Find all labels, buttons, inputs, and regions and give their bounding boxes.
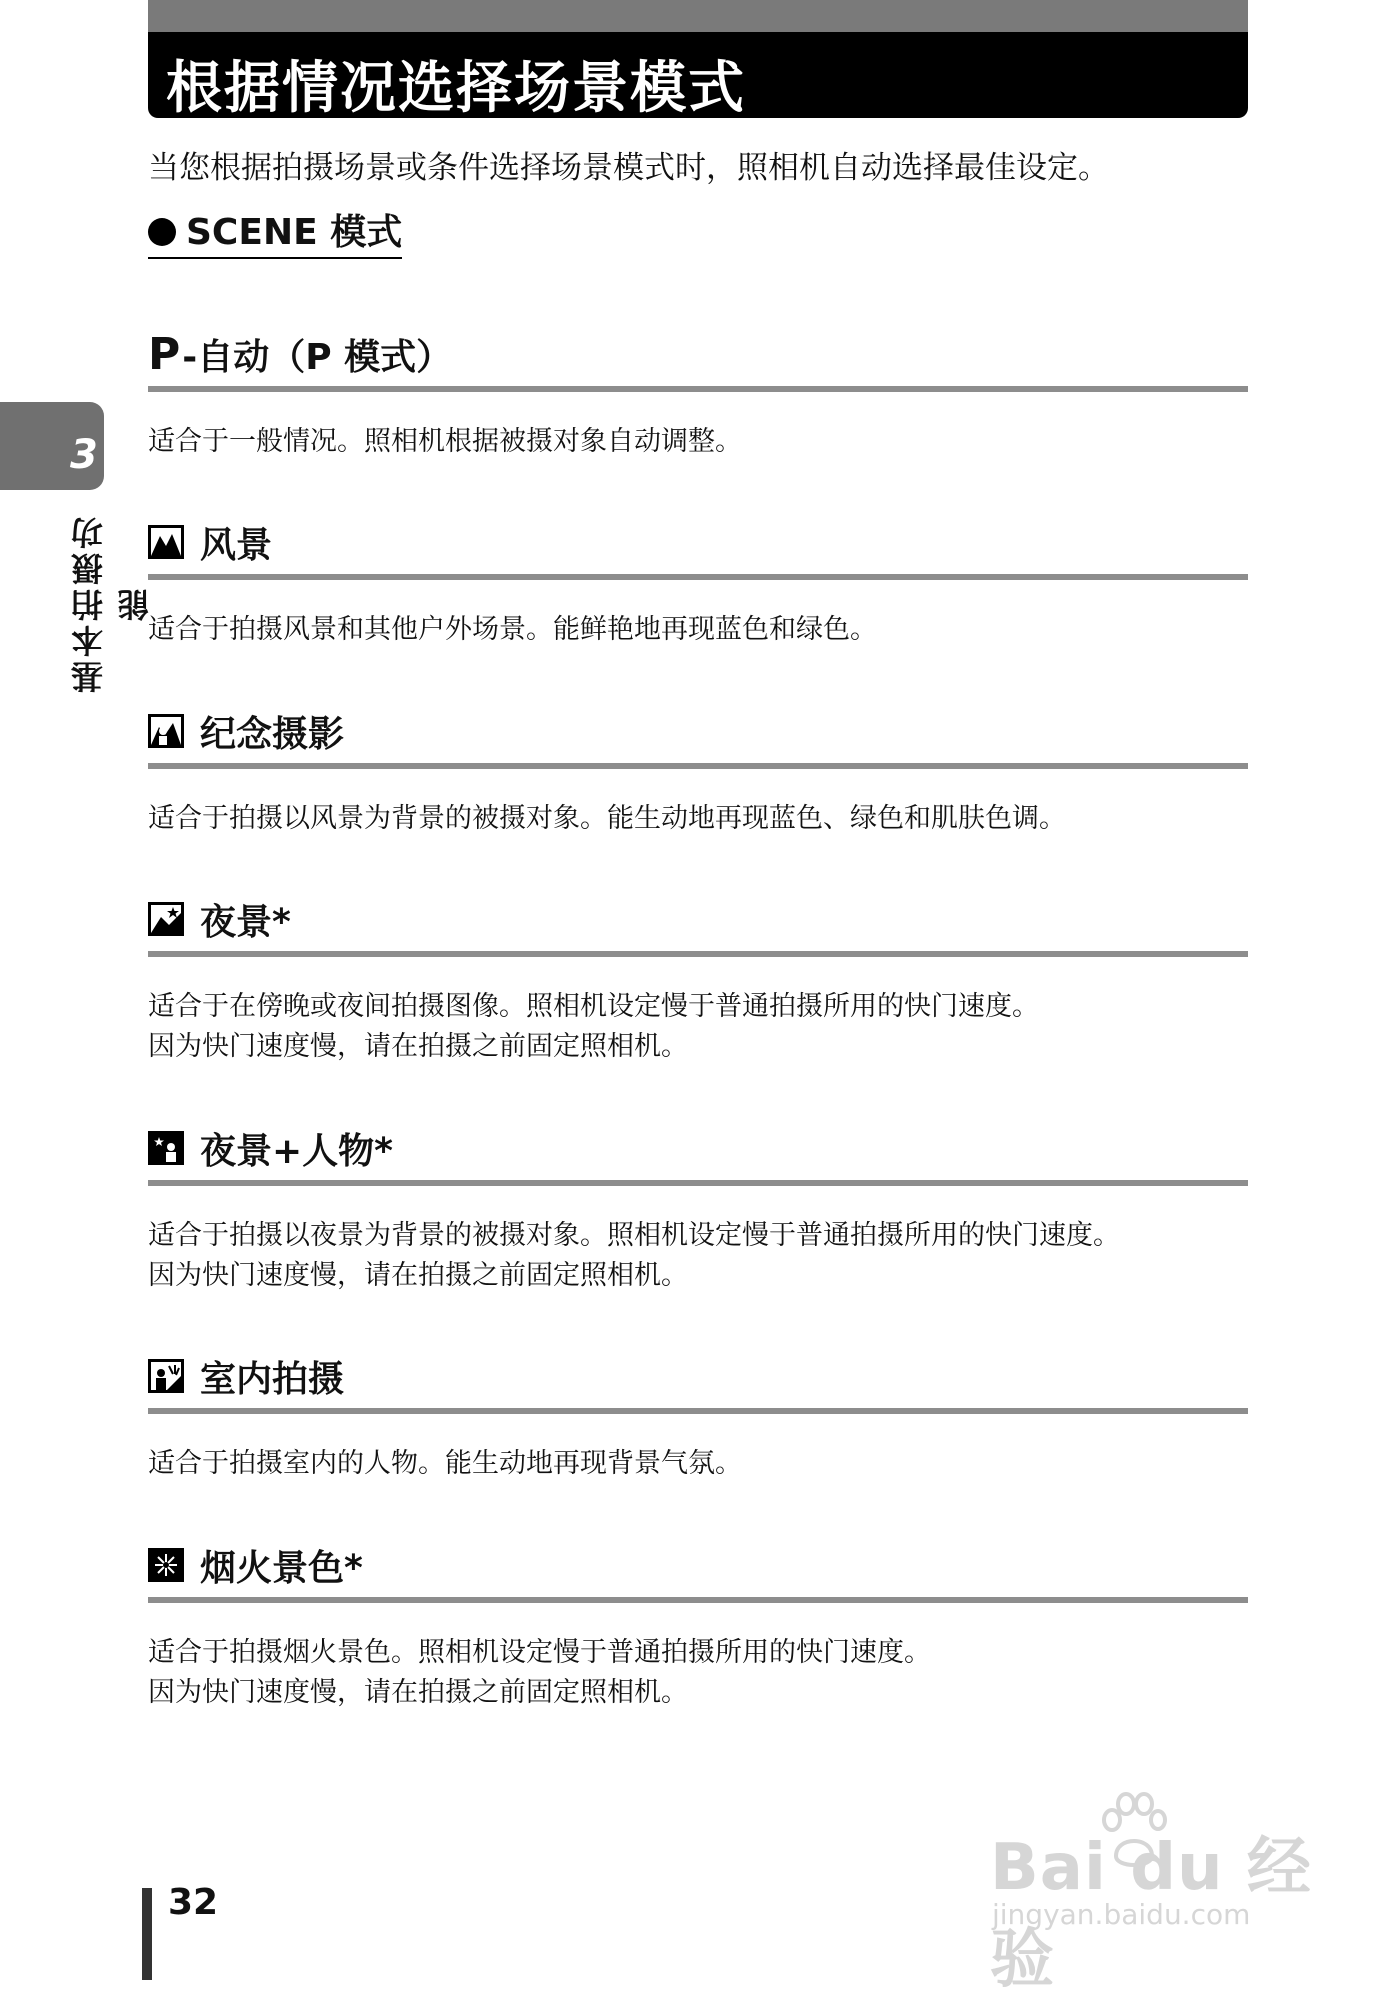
scene-mode-heading-label: SCENE 模式 [186, 212, 403, 253]
section-text-line: 适合于拍摄以夜景为背景的被摄对象。照相机设定慢于普通拍摄所用的快门速度。 [148, 1220, 1120, 1251]
landscape-icon [148, 525, 184, 559]
indoor-icon [148, 1359, 184, 1393]
section-title: 纪念摄影 [200, 713, 345, 755]
section-divider [148, 574, 1248, 580]
scene-mode-heading [148, 204, 402, 259]
section-divider [148, 1180, 1248, 1186]
page-title: 根据情况选择场景模式 [166, 56, 746, 121]
section-divider [148, 1408, 1248, 1414]
section-title: 室内拍摄 [200, 1358, 345, 1400]
watermark-url: jingyan.baidu.com [992, 1898, 1251, 1931]
section-p-mode [148, 326, 1248, 462]
section-title: 烟火景色* [200, 1547, 363, 1589]
section-text-line: 因为快门速度慢，请在拍摄之前固定照相机。 [148, 1677, 688, 1708]
intro-text: 当您根据拍摄场景或条件选择场景模式时，照相机自动选择最佳设定。 [148, 150, 1109, 186]
night-portrait-icon [148, 1131, 184, 1165]
section-text-line: 适合于拍摄室内的人物。能生动地再现背景气氛。 [148, 1448, 742, 1479]
section-text-line: 适合于拍摄烟火景色。照相机设定慢于普通拍摄所用的快门速度。 [148, 1637, 931, 1668]
title-top-bar [148, 0, 1248, 32]
section-divider [148, 386, 1248, 392]
title-banner [148, 32, 1248, 121]
section-text-line: 适合于拍摄以风景为背景的被摄对象。能生动地再现蓝色、绿色和肌肤色调。 [148, 803, 1066, 834]
section-fireworks [148, 1537, 1248, 1713]
chapter-tab [0, 402, 104, 490]
section-divider [148, 1597, 1248, 1603]
section-divider [148, 951, 1248, 957]
chapter-label: 基本拍摄功能 [70, 513, 154, 693]
section-night-portrait [148, 1120, 1248, 1296]
baidu-watermark [990, 1790, 1320, 1997]
section-text-line: 适合于一般情况。照相机根据被摄对象自动调整。 [148, 426, 742, 457]
section-title: -自动（P 模式） [182, 336, 453, 378]
chapter-number: 3 [70, 432, 98, 478]
section-divider [148, 763, 1248, 769]
section-night-scene [148, 891, 1248, 1067]
page-number: 32 [168, 1882, 219, 1923]
p-mode-letter: P [148, 328, 181, 380]
section-text-line: 因为快门速度慢，请在拍摄之前固定照相机。 [148, 1260, 688, 1291]
night-scene-icon [148, 902, 184, 936]
landscape-portrait-icon [148, 714, 184, 748]
watermark-brand: Bai du 经验 [990, 1831, 1312, 1997]
section-text-line: 适合于拍摄风景和其他户外场景。能鲜艳地再现蓝色和绿色。 [148, 614, 877, 645]
section-landscape-portrait [148, 703, 1248, 839]
section-landscape [148, 514, 1248, 650]
fireworks-icon [148, 1548, 184, 1582]
section-indoor [148, 1348, 1248, 1484]
section-title: 夜景* [200, 901, 291, 943]
section-title: 夜景+人物* [200, 1130, 393, 1172]
section-text-line: 适合于在傍晚或夜间拍摄图像。照相机设定慢于普通拍摄所用的快门速度。 [148, 991, 1039, 1022]
bullet-icon [148, 218, 176, 246]
section-text-line: 因为快门速度慢，请在拍摄之前固定照相机。 [148, 1031, 688, 1062]
page-number-bar [142, 1888, 152, 1980]
section-title: 风景 [200, 524, 273, 566]
